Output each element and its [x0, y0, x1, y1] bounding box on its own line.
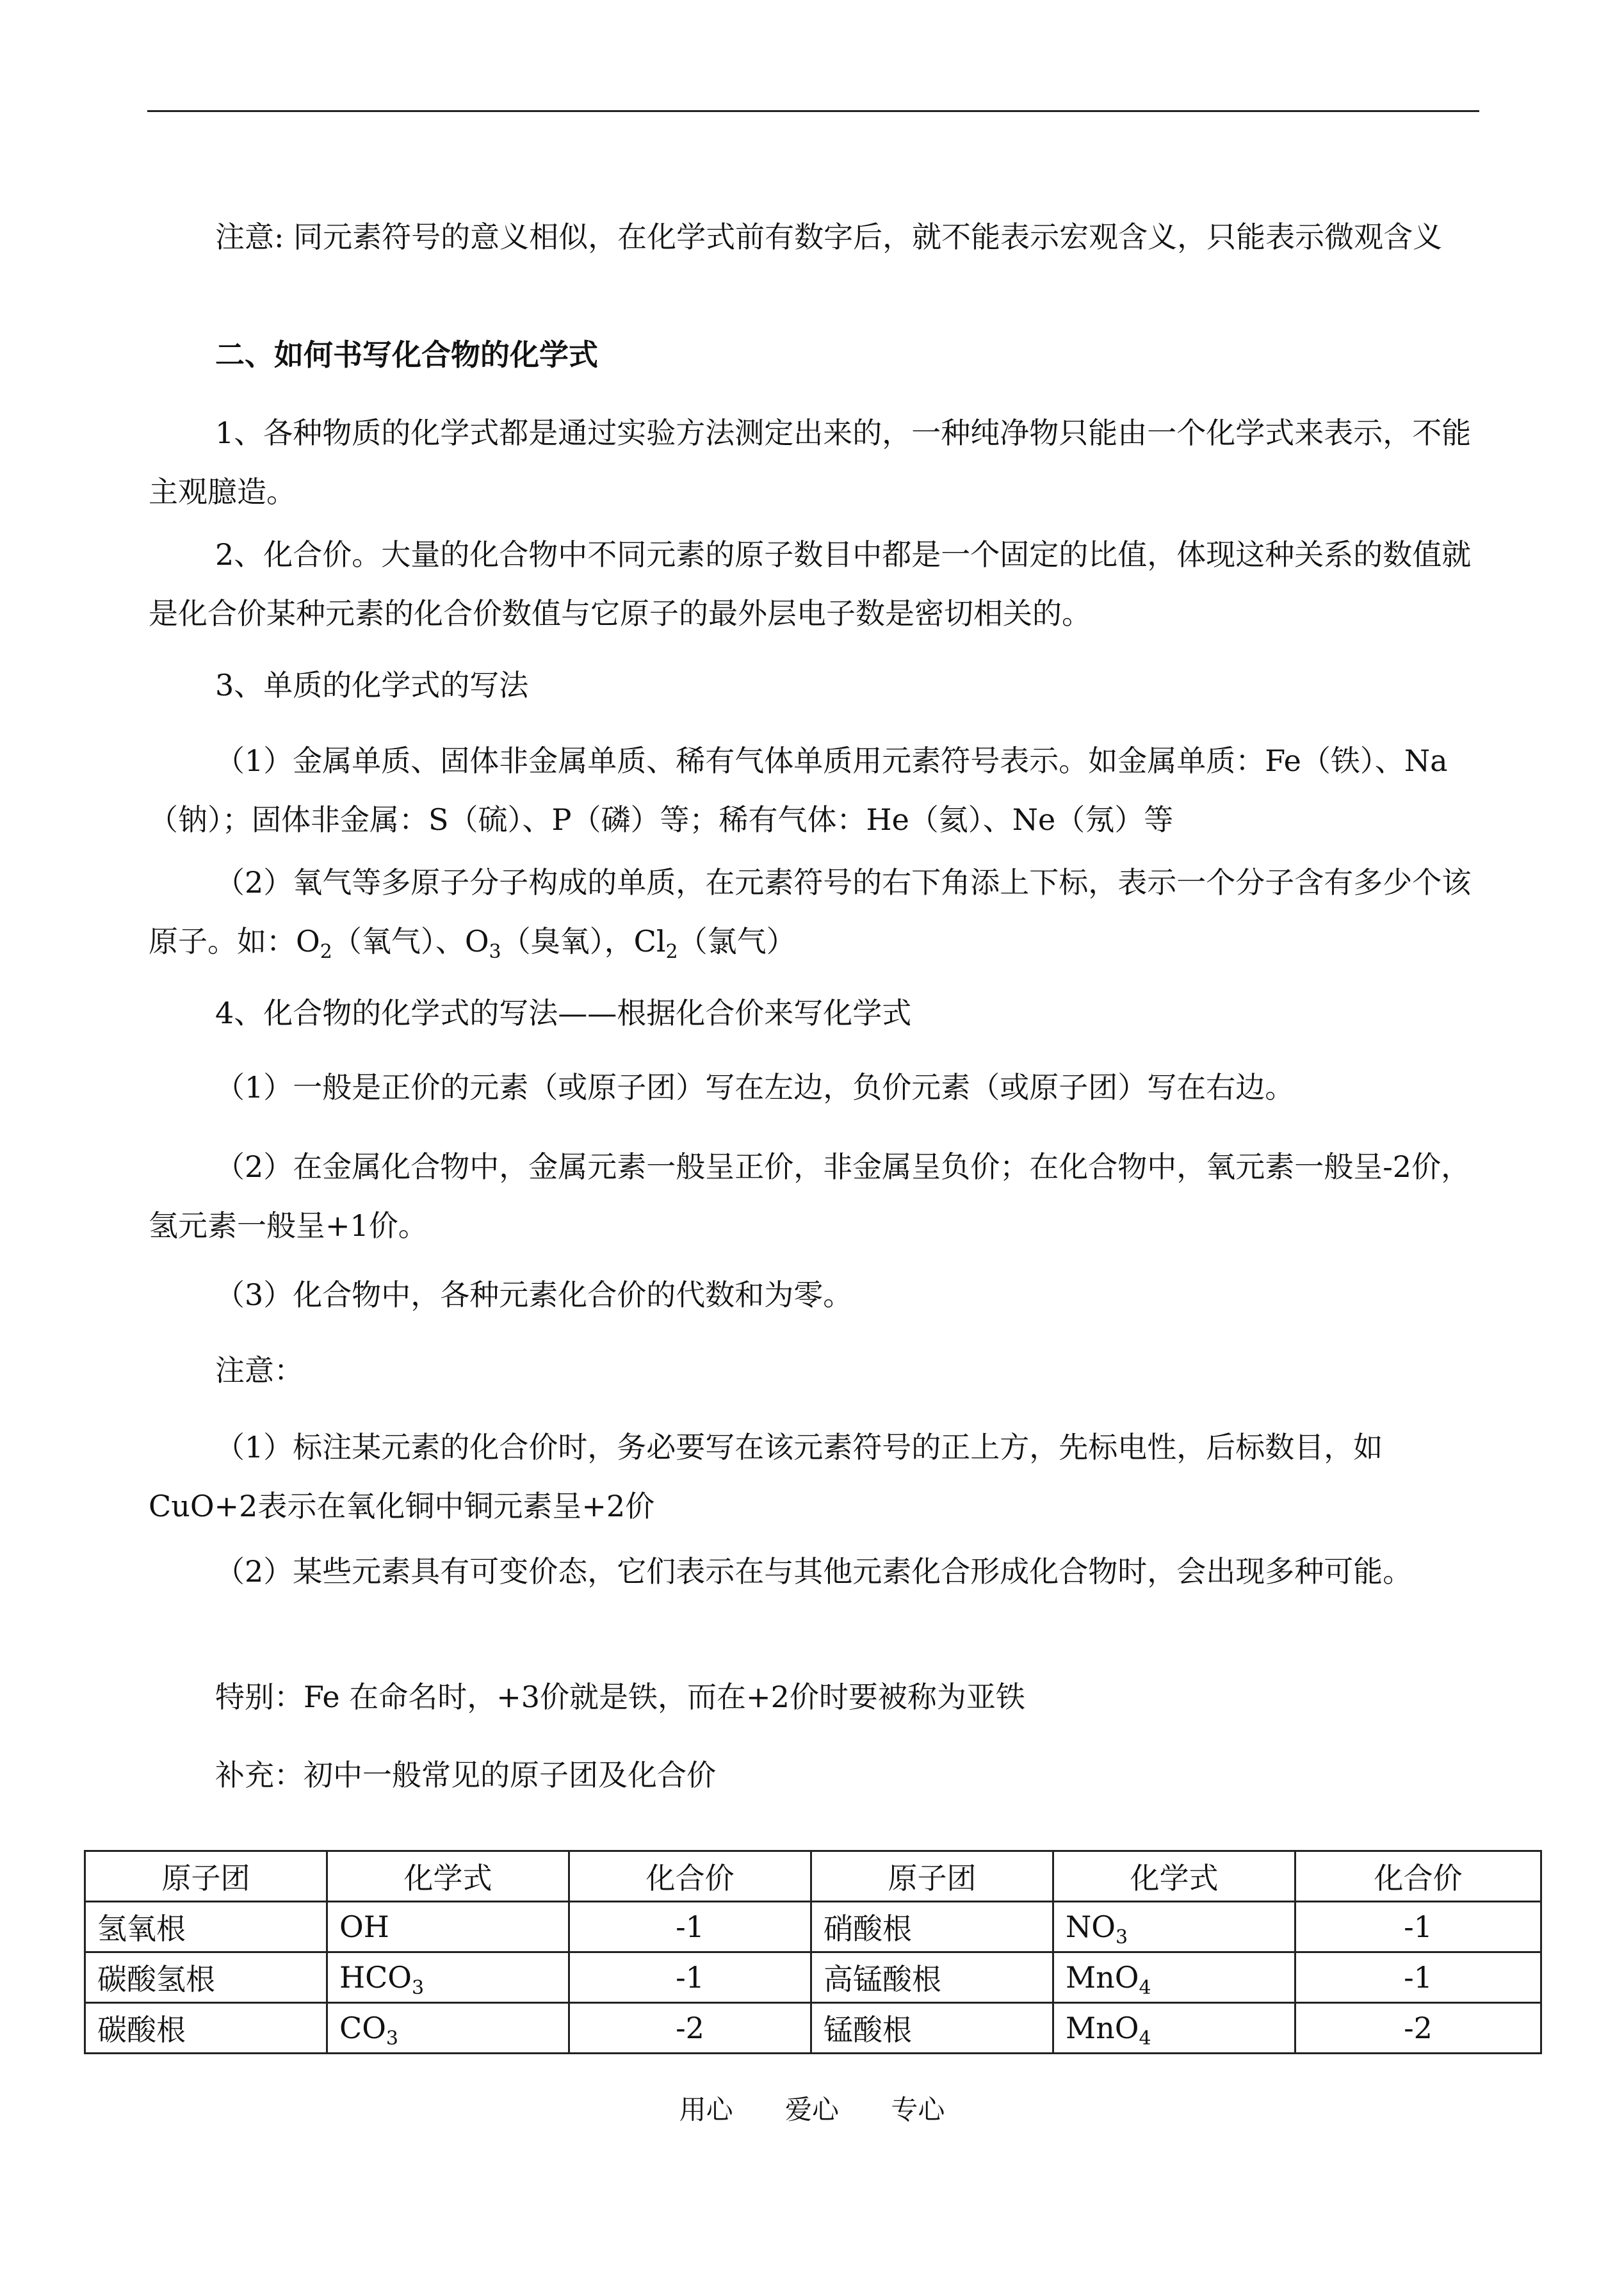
cl2-name: （氯气）	[678, 924, 796, 959]
header-rule	[147, 110, 1479, 112]
footer-word: 专心	[891, 2094, 945, 2125]
radical-name: 高锰酸根	[811, 1952, 1053, 2003]
table-header: 化合价	[1295, 1851, 1541, 1902]
o2-formula: $O_2$	[296, 924, 332, 963]
radical-formula: $CO_3$	[327, 2003, 569, 2054]
o3-formula: $O_3$	[464, 924, 501, 963]
radical-name: 氢氧根	[85, 1902, 327, 1952]
table-header: 化合价	[569, 1851, 811, 1902]
radical-name: 硝酸根	[811, 1902, 1053, 1952]
radical-valence: -1	[1295, 1902, 1541, 1952]
paragraph-4-1: （1）一般是正价的元素（或原子团）写在左边，负价元素（或原子团）写在右边。	[215, 1070, 1295, 1105]
radical-valence: -2	[1295, 2003, 1541, 2054]
paragraph-4: 4、化合物的化学式的写法——根据化合价来写化学式	[215, 996, 912, 1030]
o2-name: （氧气）、	[332, 924, 465, 959]
radical-formula: MnO$_4$	[1053, 2003, 1295, 2054]
table-header: 原子团	[811, 1851, 1053, 1902]
table-header: 化学式	[1053, 1851, 1295, 1902]
table-row	[85, 1902, 1541, 1952]
section-title: 二、如何书写化合物的化学式	[215, 337, 598, 372]
note-1: （1）标注某元素的化合价时，务必要写在该元素符号的正上方，先标电性，后标数目，如 CuO+2表示在氧化铜中铜元素呈+2价	[149, 1430, 1383, 1523]
radical-valence: -1	[569, 1952, 811, 2003]
note-2: （2）某些元素具有可变价态，它们表示在与其他元素化合形成化合物时，会出现多种可能。	[215, 1554, 1413, 1589]
table-row	[85, 2003, 1541, 2054]
note-paragraph: 注意: 同元素符号的意义相似，在化学式前有数字后，就不能表示宏观含义，只能表示微观含义	[215, 220, 1443, 254]
paragraph-3-2	[149, 853, 1481, 971]
table-row	[85, 1952, 1541, 2003]
radical-valence: -2	[569, 2003, 811, 2054]
radical-name: 碳酸根	[85, 2003, 327, 2054]
special-note: 特别：Fe 在命名时，+3价就是铁，而在+2价时要被称为亚铁	[215, 1680, 1025, 1714]
table-header: 化学式	[327, 1851, 569, 1902]
radical-valence: -1	[1295, 1952, 1541, 2003]
paragraph-3-1: （1）金属单质、固体非金属单质、稀有气体单质用元素符号表示。如金属单质：Fe（铁）、Na（钠）；固体非金属：S（硫）、P（磷）等；稀有气体：He（氦）、Ne（氖）等	[149, 743, 1448, 837]
table-header: 原子团	[85, 1851, 327, 1902]
radical-valence: -1	[569, 1902, 811, 1952]
footer-word: 爱心	[784, 2094, 839, 2125]
paragraph-2: 2、化合价。大量的化合物中不同元素的原子数目中都是一个固定的比值，体现这种关系的数值就是化合价某种元素的化合价数值与它原子的最外层电子数是密切相关的。	[149, 537, 1472, 631]
radical-formula: $HCO_3$	[327, 1952, 569, 2003]
paragraph-3-2-text: （2）氧气等多原子分子构成的单质，在元素符号的右下角添上下标，表示一个分子含有多少个该原子。如：	[149, 865, 1472, 959]
cl2-formula: $Cl_2$	[633, 924, 678, 963]
radical-formula: OH	[327, 1902, 569, 1952]
radical-formula: MnO$_4$	[1053, 1952, 1295, 2003]
footer-word: 用心	[679, 2094, 733, 2125]
o3-name: （臭氧），	[501, 924, 634, 959]
radical-name: 碳酸氢根	[85, 1952, 327, 2003]
paragraph-1: 1、各种物质的化学式都是通过实验方法测定出来的，一种纯净物只能由一个化学式来表示，不能主观臆造。	[149, 416, 1472, 509]
page-footer	[0, 2089, 1624, 2127]
table-header-row	[85, 1851, 1541, 1902]
paragraph-4-3: （3）化合物中，各种元素化合价的代数和为零。	[215, 1277, 853, 1312]
supplement-note: 补充：初中一般常见的原子团及化合价	[215, 1758, 716, 1792]
radical-formula: $NO_3$	[1053, 1902, 1295, 1952]
radical-name: 锰酸根	[811, 2003, 1053, 2054]
paragraph-3: 3、单质的化学式的写法	[215, 668, 529, 702]
radical-table	[84, 1850, 1542, 2054]
paragraph-4-2: （2）在金属化合物中，金属元素一般呈正价，非金属呈负价；在化合物中，氧元素一般呈-2价，氢元素一般呈+1价。	[149, 1149, 1471, 1243]
note-heading: 注意：	[215, 1353, 304, 1388]
